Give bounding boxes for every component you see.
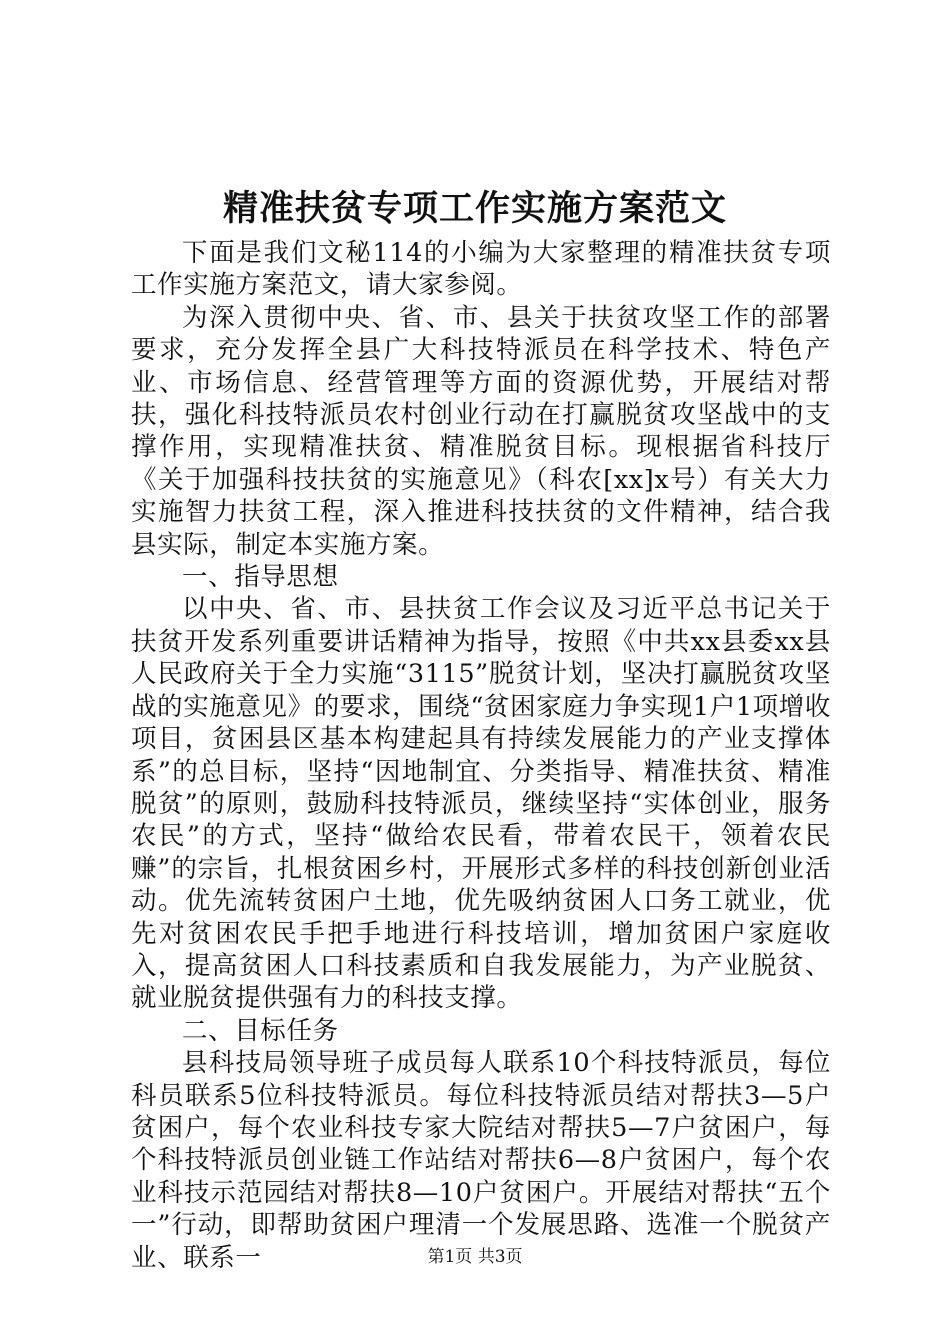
- section-heading-goals: 二、目标任务: [182, 1015, 339, 1046]
- paragraph-2: 以中央、省、市、县扶贫工作会议及习近平总书记关于扶贫开发系列重要讲话精神为指导，按照《中共xx县委xx县人民政府关于全力实施“3115”脱贫计划，坚决打赢脱贫攻坚战的实施意见》的要求，围绕“贫困家庭力争实现1户1项增收项目，贫困县区基本构建起具有持续发展能力的产业支撑体系”的总目标，坚持“因地制宜、分类指导、精准扶贫、精准脱贫”的原则，鼓励科技特派员，继续坚持“实体创业，服务农民”的方式，坚持“做给农民看，带着农民干，领着农民赚”的宗旨，扎根贫困乡村，开展形式多样的科技创新创业活动。优先流转贫困户土地，优先吸纳贫困人口务工就业，优先对贫困农民手把手地进行科技培训，增加贫困户家庭收入，提高贫困人口科技素质和自我发展能力，为产业脱贫、就业脱贫提供强有力的科技支撑。: [131, 594, 831, 1014]
- intro-paragraph: 下面是我们文秘114的小编为大家整理的精准扶贫专项工作实施方案范文，请大家参阅。: [131, 238, 831, 301]
- document-title: 精准扶贫专项工作实施方案范文: [222, 188, 727, 229]
- section-heading-guiding-thought: 一、指导思想: [182, 562, 339, 593]
- page-number-footer: 第1页 共3页: [427, 1247, 523, 1267]
- document-body: [131, 237, 831, 1274]
- paragraph-1: 为深入贯彻中央、省、市、县关于扶贫攻坚工作的部署要求，充分发挥全县广大科技特派员在科学技术、特色产业、市场信息、经营管理等方面的资源优势，开展结对帮扶，强化科技特派员农村创业行动在打赢脱贫攻坚战中的支撑作用，实现精准扶贫、精准脱贫目标。现根据省科技厅《关于加强科技扶贫的实施意见》（科农[xx]x号）有关大力实施智力扶贫工程，深入推进科技扶贫的文件精神，结合我县实际，制定本实施方案。: [131, 302, 831, 560]
- paragraph-3: 县科技局领导班子成员每人联系10个科技特派员，每位科员联系5位科技特派员。每位科技特派员结对帮扶3—5户贫困户，每个农业科技专家大院结对帮扶5—7户贫困户，每个科技特派员创业链工作站结对帮扶6—8户贫困户，每个农业科技示范园结对帮扶8—10户贫困户。开展结对帮扶“五个一”行动，即帮助贫困户理清一个发展思路、选准一个脱贫产业、联系一: [131, 1048, 831, 1273]
